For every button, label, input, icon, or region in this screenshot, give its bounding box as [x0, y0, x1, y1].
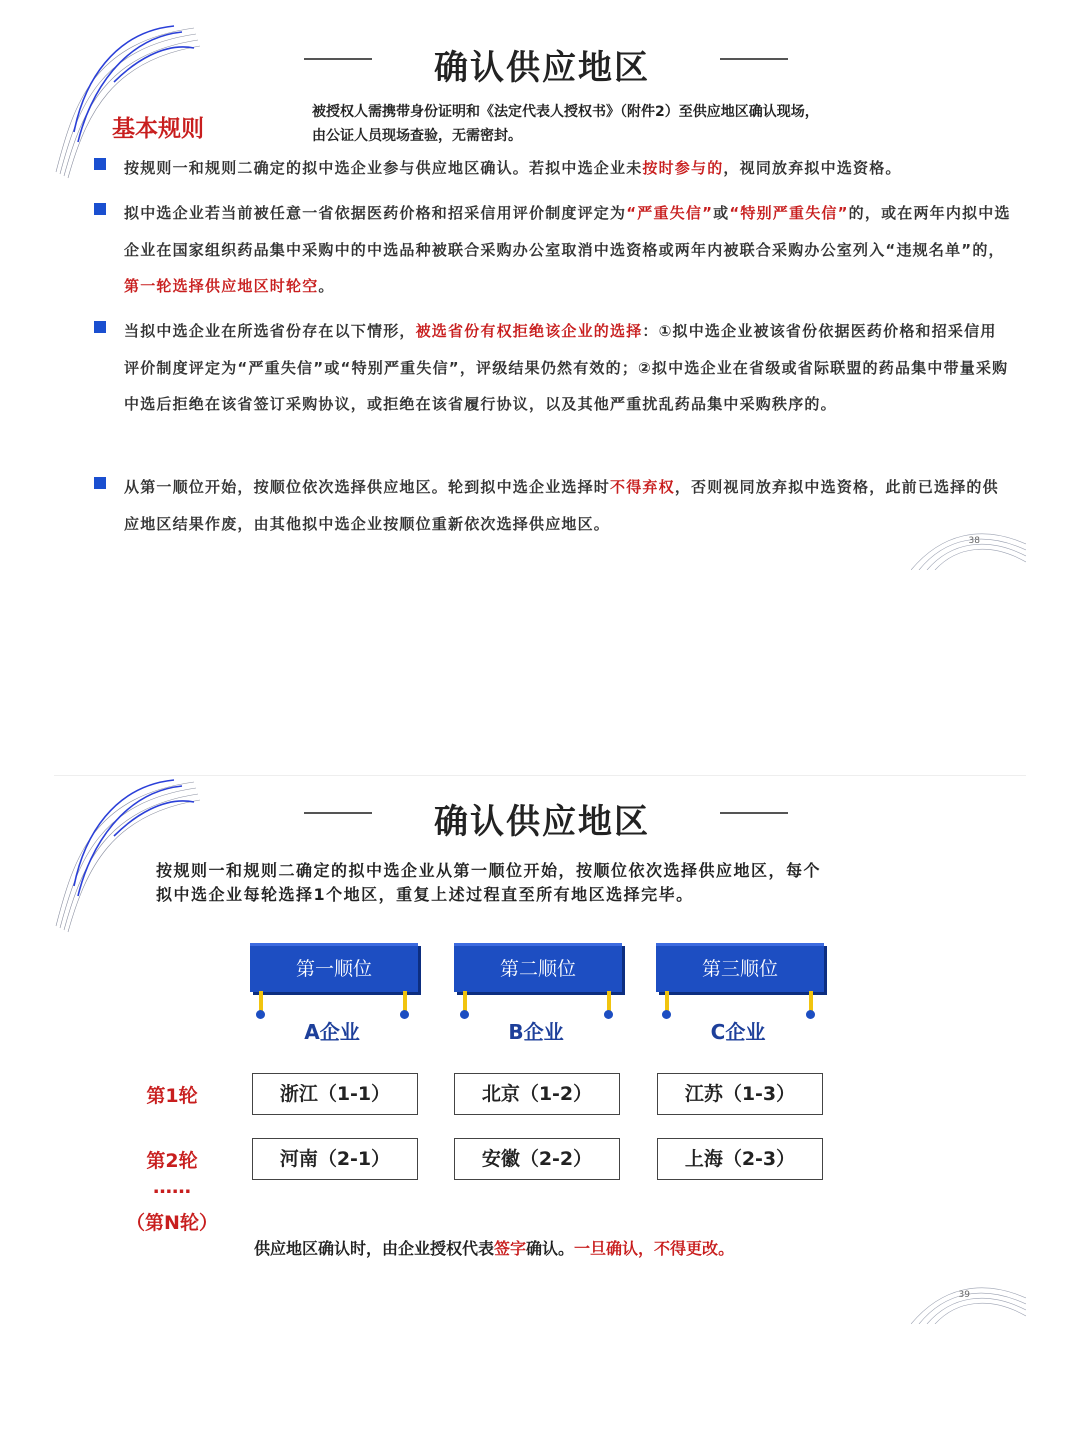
rules-heading: 基本规则 — [112, 116, 204, 142]
rule-segment: 的，或在两年内拟中选企业在国家组织药品集中采购中的中选品种被联合采购办公室取消中选资格或两年内被联合采购办公室列入“违规名单”的， — [124, 204, 1011, 259]
intro-text — [312, 100, 819, 148]
rule-highlight: 被选省份有权拒绝该企业的选择 — [415, 322, 643, 340]
round-1-cell-b: 北京（1-2） — [454, 1073, 620, 1115]
rule-segment: 拟中选企业若当前被任意一省依据医药价格和招采信用评价制度评定为 — [124, 204, 627, 222]
intro-line-1: 被授权人需携带身份证明和《法定代表人授权书》（附件2）至供应地区确认现场， — [312, 104, 819, 120]
round-2-cell-b: 安徽（2-2） — [454, 1138, 620, 1180]
rule-segment: 或 — [713, 204, 730, 222]
enterprise-c-label: C企业 — [710, 1020, 766, 1044]
rule-text — [124, 469, 1012, 542]
enterprise-a-label: A企业 — [304, 1020, 360, 1044]
square-bullet-icon — [94, 158, 106, 170]
flow-description — [156, 859, 926, 907]
title-rule-left — [304, 58, 372, 60]
rule-highlight: “严重失信” — [626, 204, 714, 222]
rule-highlight: “特别严重失信” — [729, 204, 849, 222]
description-line-2: 拟中选企业每轮选择1个地区，重复上述过程直至所有地区选择完毕。 — [156, 885, 694, 904]
round-2-label: 第2轮 — [146, 1150, 198, 1172]
square-bullet-icon — [94, 477, 106, 489]
title-rule-right — [720, 58, 788, 60]
wave-corner-icon — [911, 1278, 1026, 1324]
rule-highlight: 按时参与的 — [642, 159, 724, 177]
intro-line-2: 由公证人员现场查验，无需密封。 — [312, 128, 522, 144]
slide-39 — [54, 775, 1026, 1324]
page-title: 确认供应地区 — [434, 802, 650, 842]
note-highlight: 一旦确认，不得更改 — [574, 1239, 719, 1258]
note-highlight: 签字 — [494, 1239, 527, 1258]
round-1-cell-a: 浙江（1-1） — [252, 1073, 418, 1115]
rule-highlight: 不得弃权 — [610, 478, 675, 496]
enterprise-b-label: B企业 — [508, 1020, 564, 1044]
rule-segment: 当拟中选企业在所选省份存在以下情形， — [124, 322, 416, 340]
wave-decoration-icon — [54, 776, 204, 936]
slide-38 — [54, 22, 1026, 570]
round-2-cell-a: 河南（2-1） — [252, 1138, 418, 1180]
rule-highlight: 第一轮选择供应地区时轮空 — [124, 277, 319, 295]
round-1-label: 第1轮 — [146, 1085, 198, 1107]
page-number: 39 — [958, 1290, 970, 1300]
description-line-1: 按规则一和规则二确定的拟中选企业从第一顺位开始，按顺位依次选择供应地区，每个 — [156, 861, 822, 880]
note-segment: 确认。 — [526, 1239, 575, 1258]
page-number: 38 — [968, 536, 980, 546]
title-rule-right — [720, 812, 788, 814]
round-ellipsis: …… — [153, 1176, 191, 1198]
rule-text — [124, 195, 1012, 305]
square-bullet-icon — [94, 321, 106, 333]
wave-corner-icon — [911, 524, 1026, 570]
position-2-header: 第二顺位 — [454, 943, 622, 992]
rule-text — [124, 313, 1012, 423]
rule-text — [124, 150, 1012, 187]
rule-segment: 。 — [318, 277, 335, 295]
round-2-cell-c: 上海（2-3） — [657, 1138, 823, 1180]
page-title: 确认供应地区 — [434, 48, 650, 88]
rule-segment: ：①拟中选企业被该省份依据医药价格和招采信用评价制度评定为“严重失信”或“特别严重失信”，评级结果仍然有效的；②拟中选企业在省级或省际联盟的药品集中带量采购中选后拒绝在该省签订采购协议，或拒绝在该省履行协议，以及其他严重扰乱药品集中采购秩序的。 — [124, 322, 1009, 413]
square-bullet-icon — [94, 203, 106, 215]
round-n-label: （第N轮） — [126, 1212, 218, 1234]
rule-segment: ，视同放弃拟中选资格。 — [723, 159, 902, 177]
note-segment: 。 — [718, 1239, 735, 1258]
rule-segment: 从第一顺位开始，按顺位依次选择供应地区。轮到拟中选企业选择时 — [124, 478, 611, 496]
title-rule-left — [304, 812, 372, 814]
round-1-cell-c: 江苏（1-3） — [657, 1073, 823, 1115]
confirmation-note — [254, 1236, 734, 1259]
position-1-header: 第一顺位 — [250, 943, 418, 992]
note-segment: 供应地区确认时，由企业授权代表 — [254, 1239, 495, 1258]
rule-segment: ，否则视同放弃拟中选资格，此前已选择的供应地区结果作废，由其他拟中选企业按顺位重新依次选择供应地区。 — [124, 478, 999, 533]
position-3-header: 第三顺位 — [656, 943, 824, 992]
rule-segment: 按规则一和规则二确定的拟中选企业参与供应地区确认。若拟中选企业未 — [124, 159, 643, 177]
